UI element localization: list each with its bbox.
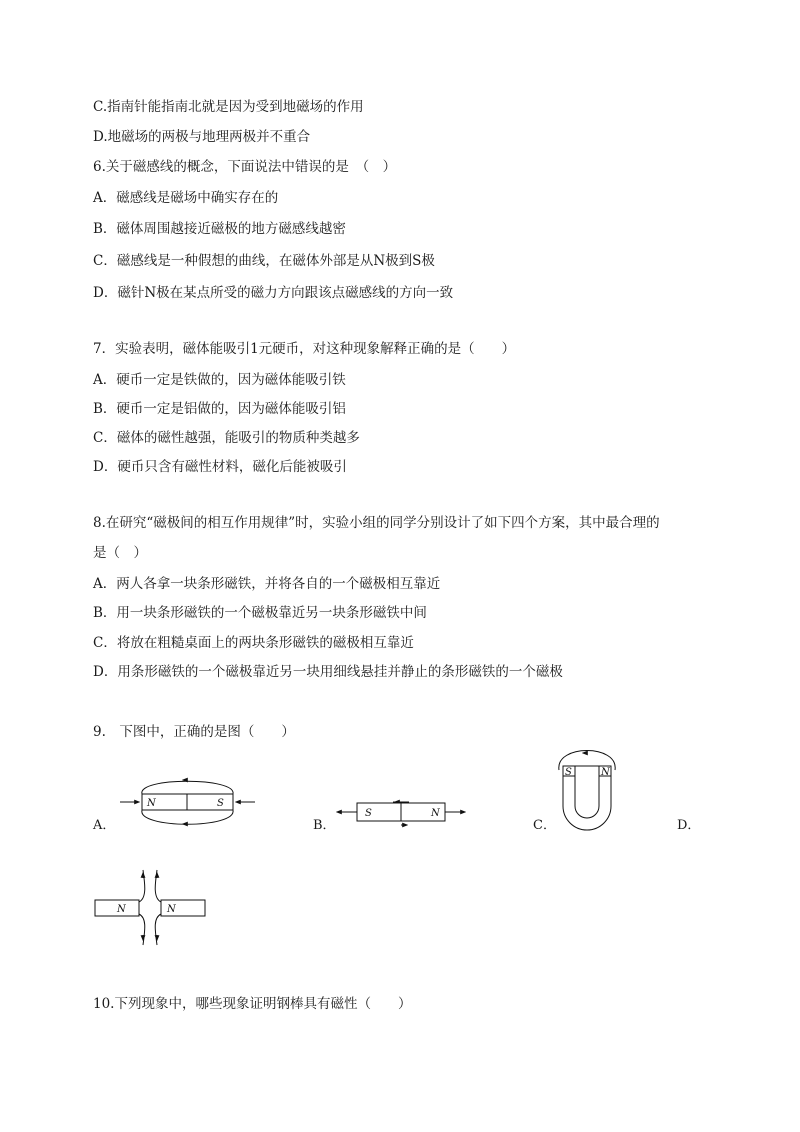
q8-option-b: B．用一块条形磁铁的一个磁极靠近另一块条形磁铁中间 bbox=[93, 605, 427, 621]
q5-option-c: C.指南针能指南北就是因为受到地磁场的作用 bbox=[93, 99, 364, 115]
q10-stem: 10.下列现象中，哪些现象证明钢棒具有磁性（ ） bbox=[93, 996, 412, 1012]
figure-d-like-poles bbox=[95, 870, 205, 945]
q6-option-b: B．磁体周围越接近磁极的地方磁感线越密 bbox=[93, 221, 346, 237]
figure-label-a: A． bbox=[93, 818, 116, 833]
figure-label-c: C． bbox=[533, 818, 556, 833]
q8-stem-line2: 是（ ） bbox=[93, 545, 147, 561]
q5-option-d: D.地磁场的两极与地理两极并不重合 bbox=[93, 129, 311, 145]
q8-stem-line1: 8.在研究“磁极间的相互作用规律”时，实验小组的同学分别设计了如下四个方案，其中最合理的 bbox=[93, 515, 660, 531]
q7-option-c: C．磁体的磁性越强，能吸引的物质种类越多 bbox=[93, 430, 360, 446]
magnet-s-label: S bbox=[217, 798, 224, 809]
q6-option-d: D．磁针N极在某点所受的磁力方向跟该点磁感线的方向一致 bbox=[93, 285, 454, 301]
q6-option-c: C．磁感线是一种假想的曲线，在磁体外部是从N极到S极 bbox=[93, 253, 435, 269]
q8-option-a: A．两人各拿一块条形磁铁，并将各自的一个磁极相互靠近 bbox=[93, 576, 441, 592]
right-magnet-n-label: N bbox=[167, 904, 176, 915]
magnet-n-label: N bbox=[601, 767, 610, 778]
figure-label-b: B． bbox=[313, 818, 336, 833]
q7-option-b: B．硬币一定是铝做的，因为磁体能吸引铝 bbox=[93, 401, 346, 417]
magnet-s-label: S bbox=[565, 767, 572, 778]
figure-b-bar-magnet bbox=[335, 792, 470, 832]
q6-option-a: A．磁感线是磁场中确实存在的 bbox=[93, 190, 279, 206]
q8-option-d: D．用条形磁铁的一个磁极靠近另一块用细线悬挂并静止的条形磁铁的一个磁极 bbox=[93, 664, 563, 680]
magnet-n-label: N bbox=[431, 808, 440, 819]
figure-label-d: D． bbox=[677, 818, 701, 833]
q6-stem: 6.关于磁感线的概念，下面说法中错误的是 （ ） bbox=[93, 159, 397, 175]
magnet-s-label: S bbox=[365, 808, 372, 819]
q7-option-d: D．硬币只含有磁性材料，磁化后能被吸引 bbox=[93, 459, 347, 475]
magnet-n-label: N bbox=[147, 798, 156, 809]
q9-stem: 9. 下图中，正确的是图（ ） bbox=[93, 724, 295, 740]
figure-a-bar-magnet bbox=[115, 772, 260, 832]
q7-stem: 7．实验表明，磁体能吸引1元硬币，对这种现象解释正确的是（ ） bbox=[93, 341, 516, 357]
figure-c-horseshoe-magnet bbox=[553, 748, 623, 830]
q8-option-c: C．将放在粗糙桌面上的两块条形磁铁的磁极相互靠近 bbox=[93, 635, 414, 651]
field-lines bbox=[139, 870, 161, 945]
q7-option-a: A．硬币一定是铁做的，因为磁体能吸引铁 bbox=[93, 372, 346, 388]
left-magnet-n-label: N bbox=[117, 904, 126, 915]
